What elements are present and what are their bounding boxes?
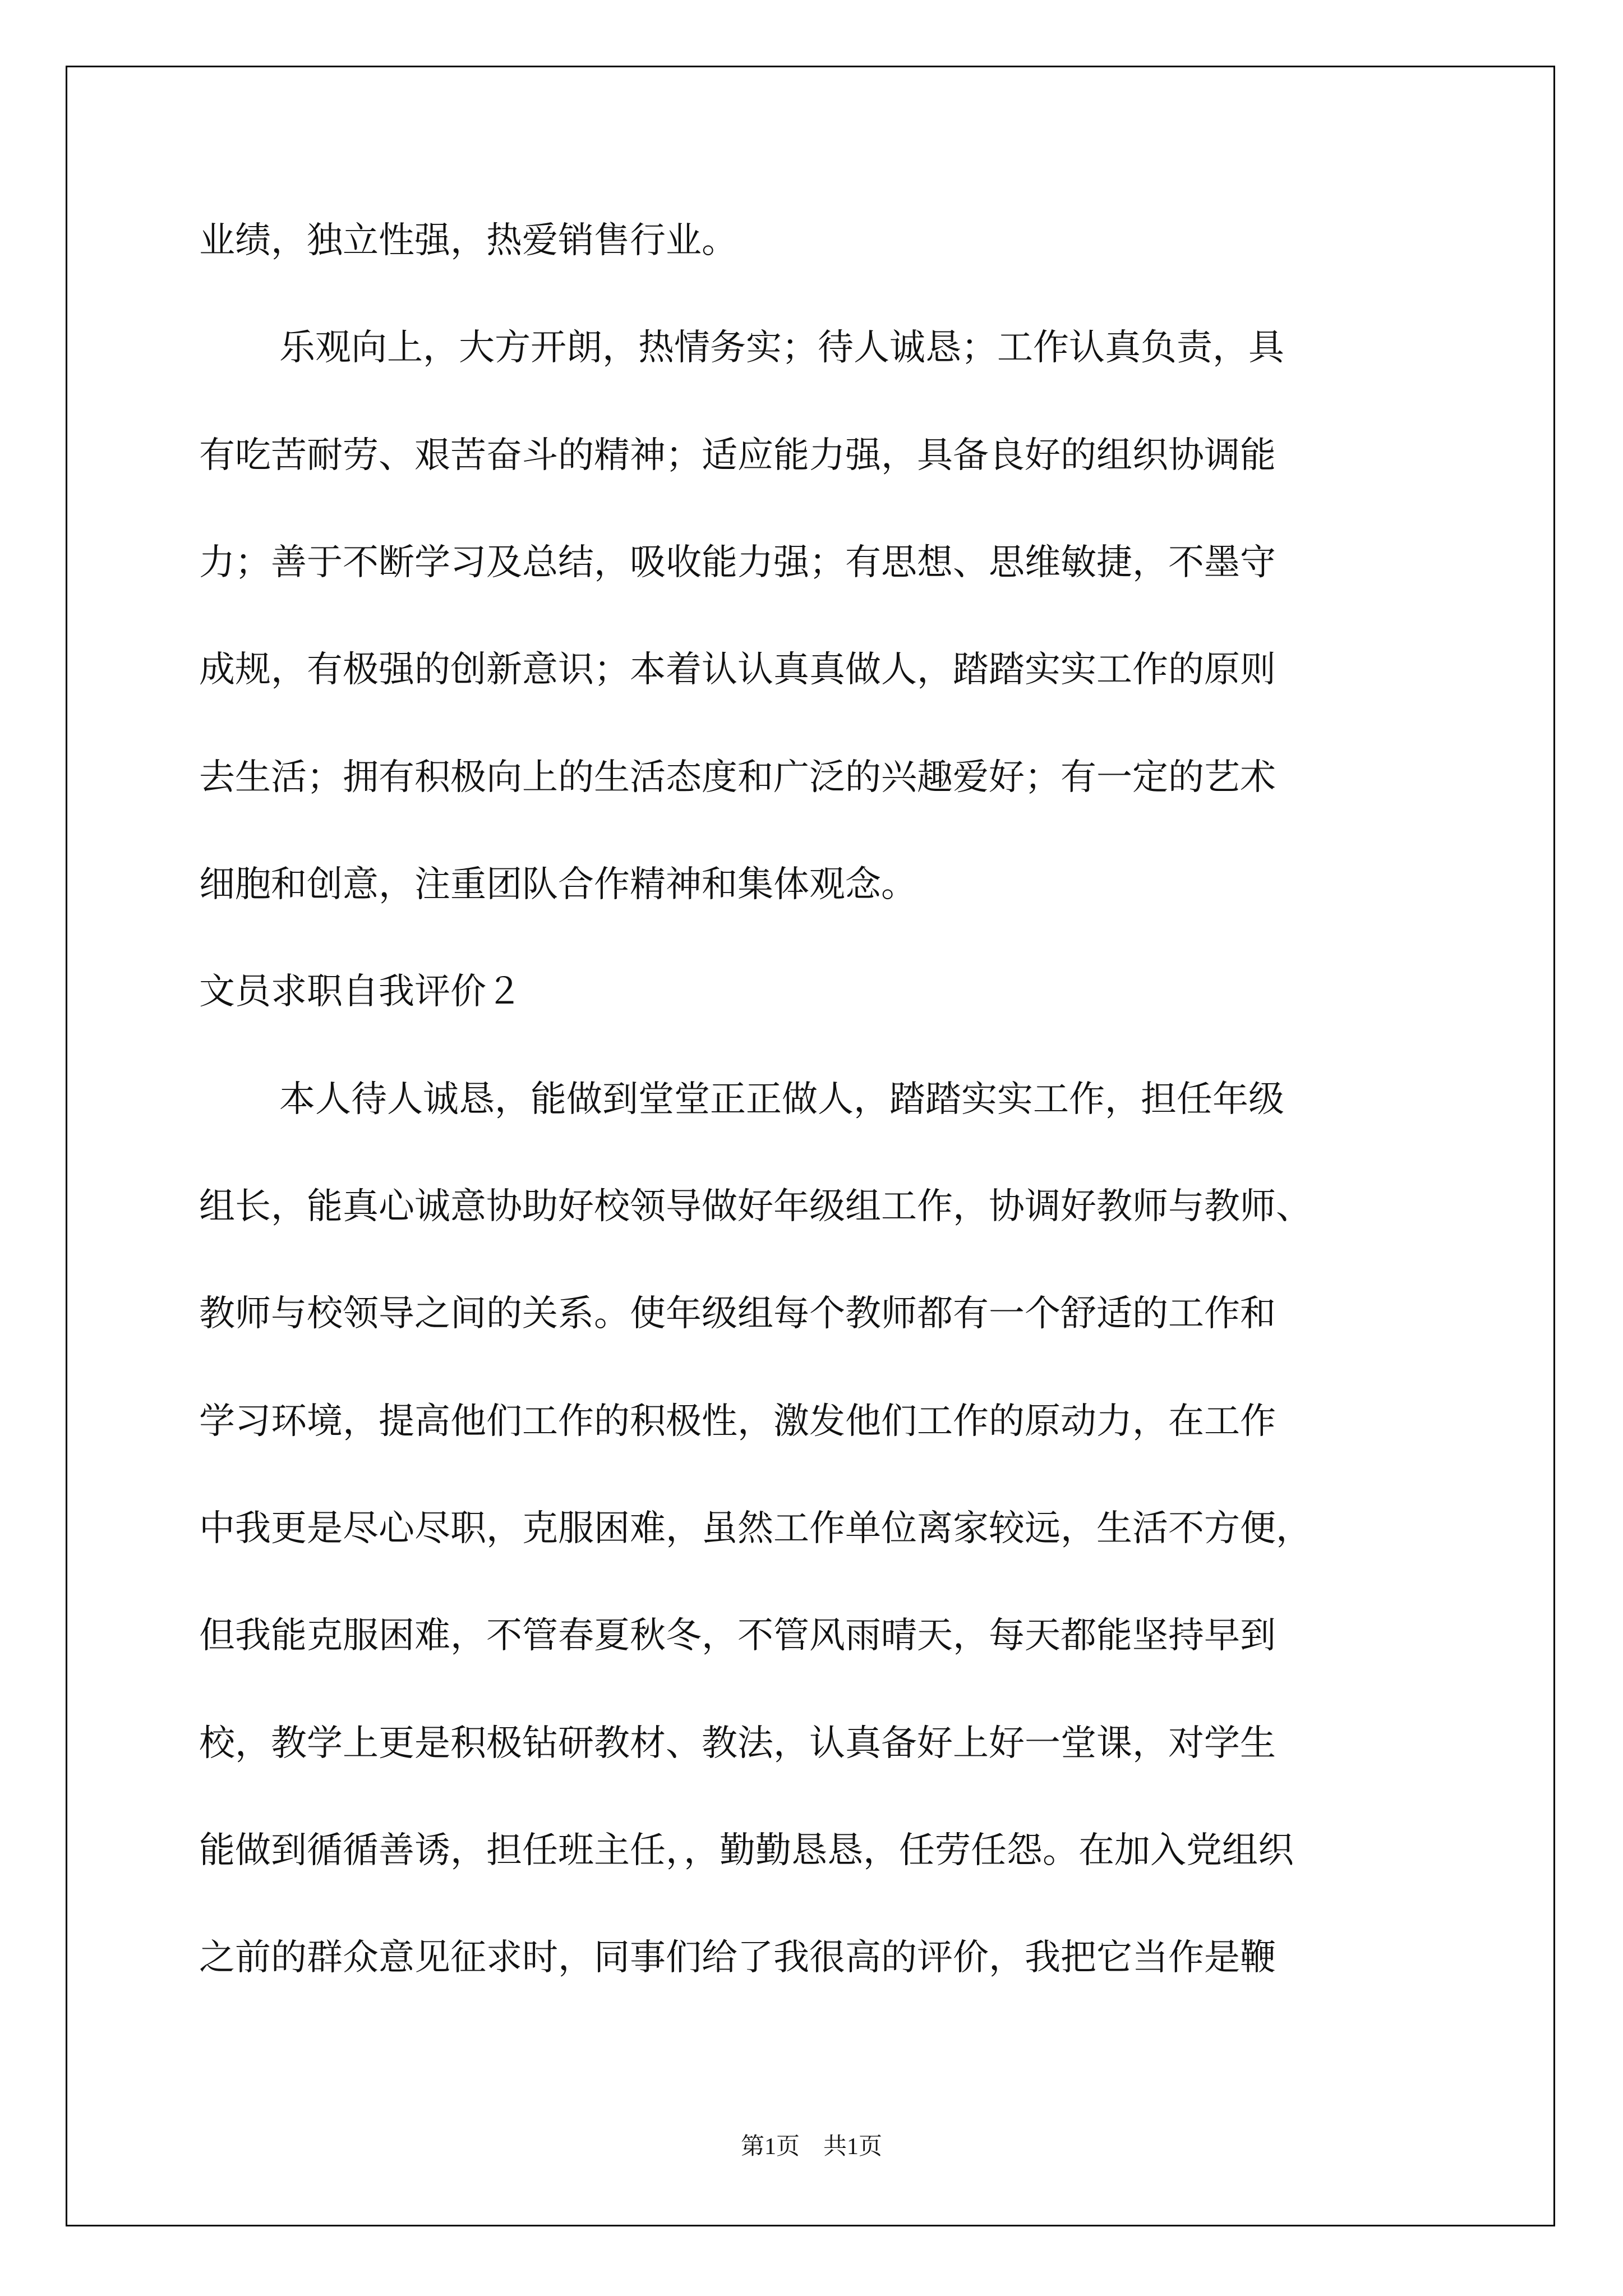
paragraph-line-11: 教师与校领导之间的关系。使年级组每个教师都有一个舒适的工作和 [199,1293,1276,1335]
paragraph-line-2: 乐观向上，大方开朗，热情务实；待人诚恳；工作认真负责，具 [279,327,1284,369]
paragraph-line-15: 校，教学上更是积极钻研教材、教法，认真备好上好一堂课，对学生 [199,1723,1276,1764]
paragraph-line-7: 细胞和创意，注重团队合作精神和集体观念。 [199,864,917,905]
paragraph-line-1: 业绩，独立性强，热爱销售行业。 [199,220,737,261]
paragraph-line-12: 学习环境，提高他们工作的积极性，激发他们工作的原动力，在工作 [199,1401,1276,1442]
section-heading: 文员求职自我评价２ [199,971,522,1013]
paragraph-line-10: 组长，能真心诚意协助好校领导做好年级组工作，协调好教师与教师、 [199,1186,1312,1227]
paragraph-line-9: 本人待人诚恳，能做到堂堂正正做人，踏踏实实工作，担任年级 [279,1079,1284,1120]
paragraph-line-6: 去生活；拥有积极向上的生活态度和广泛的兴趣爱好；有一定的艺术 [199,757,1276,798]
page-border [66,66,1555,2226]
paragraph-line-17: 之前的群众意见征求时，同事们给了我很高的评价，我把它当作是鞭 [199,1937,1276,1978]
page-footer: 第1页 共1页 [740,2134,882,2160]
paragraph-line-4: 力；善于不断学习及总结，吸收能力强；有思想、思维敏捷，不墨守 [199,542,1276,583]
paragraph-line-16: 能做到循循善诱，担任班主任，，勤勤恳恳，任劳任怨。在加入党组织 [199,1830,1294,1871]
paragraph-line-14: 但我能克服困难，不管春夏秋冬，不管风雨晴天，每天都能坚持早到 [199,1615,1276,1657]
paragraph-line-5: 成规，有极强的创新意识；本着认认真真做人，踏踏实实工作的原则 [199,649,1276,691]
paragraph-line-3: 有吃苦耐劳、艰苦奋斗的精神；适应能力强，具备良好的组织协调能 [199,435,1276,476]
paragraph-line-13: 中我更是尽心尽职，克服困难，虽然工作单位离家较远，生活不方便， [199,1508,1312,1549]
